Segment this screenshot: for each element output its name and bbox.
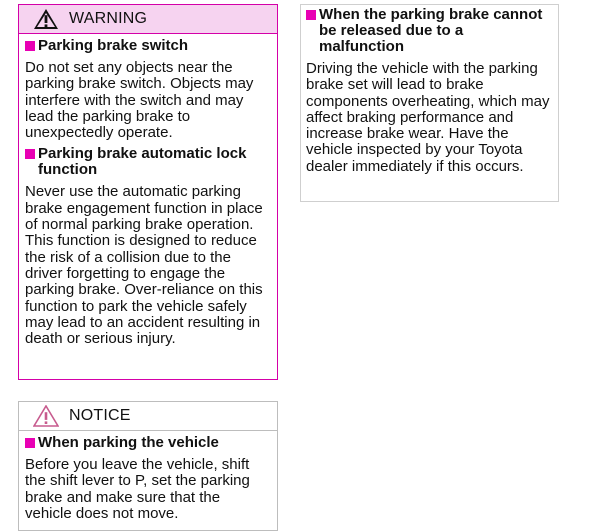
section-heading-text: When parking the vehicle [38,434,219,451]
warning-section [25,38,269,141]
warning-title: WARNING [69,10,148,27]
section-heading [25,146,269,178]
notice-content [19,431,277,522]
warning-header [19,5,277,34]
warning-box [18,4,278,380]
section-heading-text: Parking brake automatic lock function [38,145,247,179]
notice-icon [33,405,59,427]
warning-icon [33,8,59,30]
heading-bullet-icon [306,10,316,20]
section-heading-text: Parking brake switch [38,37,189,54]
notice-section [25,435,269,522]
section-body: Driving the vehicle with the parking brake set will lead to brake components overheating, which may affect braking performance and increase brake wear. Have the vehicle inspected by your Toyota dealer immediately if this occurs. [306,60,550,175]
heading-bullet-icon [25,41,35,51]
warning-content [19,34,277,347]
section-body: Never use the automatic parking brake engagement function in place of normal parking brake operation. This function is designed to reduce the risk of a collision due to the driver forgetting to engage the parking brake. Over-reliance on this function to park the vehicle safely may lead to an accident resulting in death or serious injury. [25,183,263,348]
section-heading [25,435,269,451]
notice-title: NOTICE [69,407,131,424]
section-heading [306,7,550,55]
right-info-box [300,4,559,202]
notice-box [18,401,278,531]
warning-section [25,146,269,347]
notice-header [19,402,277,431]
heading-bullet-icon [25,438,35,448]
section-body: Do not set any objects near the parking brake switch. Objects may interfere with the switch and may lead the parking brake to unexpectedly operate. [25,59,254,142]
section-heading-text: When the parking brake cannot be released due to a malfunction [319,6,543,55]
section-body: Before you leave the vehicle, shift the shift lever to P, set the parking brake and make sure that the vehicle does not move. [25,456,250,522]
right-section [306,7,550,175]
heading-bullet-icon [25,149,35,159]
section-heading [25,38,269,54]
